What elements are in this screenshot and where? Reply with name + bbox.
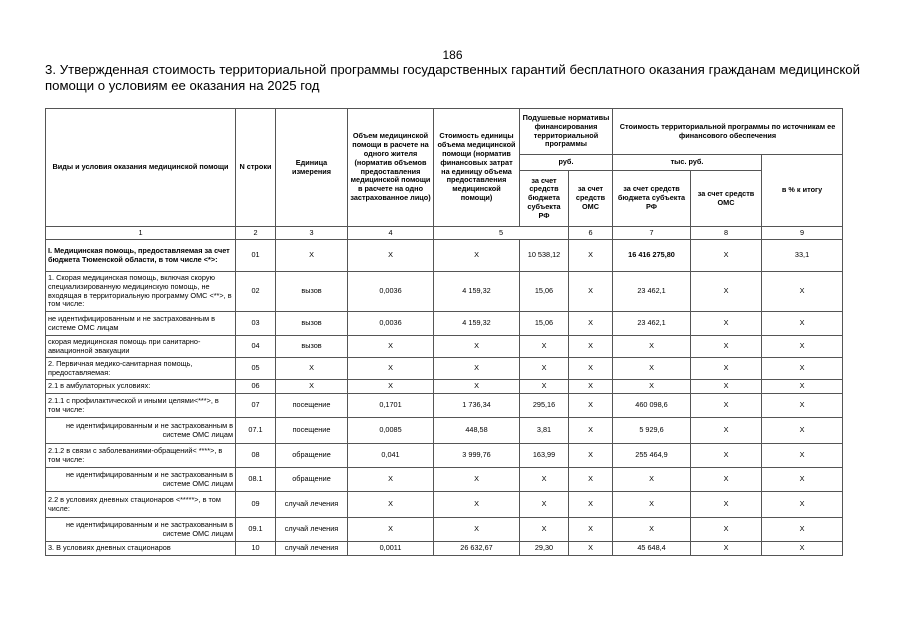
- row-unit-cost: 4 159,32: [434, 272, 520, 312]
- row-number: 10: [236, 542, 276, 556]
- row-unit-cost: X: [434, 336, 520, 358]
- row-cost-oms: X: [691, 444, 762, 468]
- row-oms: X: [569, 418, 613, 444]
- row-oms: X: [569, 518, 613, 542]
- row-percent: X: [762, 272, 843, 312]
- row-name: не идентифицированным и не застрахованным в системе ОМС лицам: [46, 418, 236, 444]
- row-unit-cost: 1 736,34: [434, 394, 520, 418]
- row-unit-cost: 448,58: [434, 418, 520, 444]
- table-row: [46, 272, 843, 312]
- col-number: 4: [348, 227, 434, 240]
- row-unit-cost: X: [434, 518, 520, 542]
- table-row: [46, 418, 843, 444]
- table-row: [46, 394, 843, 418]
- row-volume: X: [348, 380, 434, 394]
- header-unit-cost: Стоимость единицы объема медицинской помощи (норматив финансовых затрат на единицу объема предоставления медицинской помощи): [434, 109, 520, 227]
- row-budget: 15,06: [520, 272, 569, 312]
- col-number: 3: [276, 227, 348, 240]
- row-unit: посещение: [276, 394, 348, 418]
- table-row: [46, 312, 843, 336]
- row-number: 09: [236, 492, 276, 518]
- row-budget: X: [520, 518, 569, 542]
- row-cost-oms: X: [691, 336, 762, 358]
- col-number: 6: [569, 227, 613, 240]
- row-budget: X: [520, 380, 569, 394]
- row-cost-oms: X: [691, 240, 762, 272]
- row-unit-cost: X: [434, 492, 520, 518]
- table-row: [46, 542, 843, 556]
- row-cost-budget: 5 929,6: [613, 418, 691, 444]
- row-oms: X: [569, 492, 613, 518]
- row-volume: 0,1701: [348, 394, 434, 418]
- row-name: 2.1.1 с профилактической и иными целями<***>, в том числе:: [46, 394, 236, 418]
- row-oms: X: [569, 272, 613, 312]
- row-volume: 0,041: [348, 444, 434, 468]
- col-number: 5: [434, 227, 569, 240]
- row-budget: 163,99: [520, 444, 569, 468]
- row-name: 1. Скорая медицинская помощь, включая скорую специализированную медицинскую помощь, не входящая в территориальную программу ОМС <**>, в том числе:: [46, 272, 236, 312]
- row-number: 07: [236, 394, 276, 418]
- col-number: 8: [691, 227, 762, 240]
- row-name: не идентифицированным и не застрахованным в системе ОМС лицам: [46, 518, 236, 542]
- row-unit: вызов: [276, 312, 348, 336]
- row-number: 01: [236, 240, 276, 272]
- header-cost-total: Стоимость территориальной программы по источникам ее финансового обеспечения: [613, 109, 843, 155]
- row-budget: 29,30: [520, 542, 569, 556]
- header-oms2: за счет средств ОМС: [691, 171, 762, 227]
- row-percent: X: [762, 358, 843, 380]
- section-heading: 3. Утвержденная стоимость территориальной программы государственных гарантий бесплатного оказания гражданам медицинской помощи о условиям ее оказания на 2025 год: [45, 62, 860, 93]
- row-name: 2.2 в условиях дневных стационаров <*****>, в том числе:: [46, 492, 236, 518]
- row-volume: 0,0036: [348, 272, 434, 312]
- row-unit: посещение: [276, 418, 348, 444]
- row-cost-budget: 23 462,1: [613, 312, 691, 336]
- header-kind: Виды и условия оказания медицинской помощи: [46, 109, 236, 227]
- table-row: [46, 492, 843, 518]
- row-number: 04: [236, 336, 276, 358]
- cost-table: [45, 108, 843, 556]
- page-number: 186: [442, 48, 463, 62]
- row-percent: X: [762, 492, 843, 518]
- row-unit-cost: 3 999,76: [434, 444, 520, 468]
- column-numbers-row: [46, 227, 843, 240]
- row-unit-cost: X: [434, 380, 520, 394]
- col-number: 9: [762, 227, 843, 240]
- col-number: 1: [46, 227, 236, 240]
- row-oms: X: [569, 380, 613, 394]
- header-percent: в % к итогу: [762, 155, 843, 227]
- row-budget: X: [520, 468, 569, 492]
- row-cost-budget: 45 648,4: [613, 542, 691, 556]
- row-number: 09.1: [236, 518, 276, 542]
- row-volume: X: [348, 492, 434, 518]
- row-percent: X: [762, 518, 843, 542]
- col-number: 7: [613, 227, 691, 240]
- row-name: 2.1.2 в связи с заболеваниями-обращений< ****>, в том числе:: [46, 444, 236, 468]
- row-cost-budget: 23 462,1: [613, 272, 691, 312]
- row-budget: 3,81: [520, 418, 569, 444]
- row-unit: вызов: [276, 272, 348, 312]
- row-unit: обращение: [276, 468, 348, 492]
- row-unit: X: [276, 358, 348, 380]
- row-volume: X: [348, 336, 434, 358]
- row-number: 03: [236, 312, 276, 336]
- row-name: 2.1 в амбулаторных условиях:: [46, 380, 236, 394]
- table-row: [46, 336, 843, 358]
- row-cost-oms: X: [691, 518, 762, 542]
- row-budget: 15,06: [520, 312, 569, 336]
- row-oms: X: [569, 468, 613, 492]
- row-cost-budget: X: [613, 492, 691, 518]
- row-name: 3. В условиях дневных стационаров: [46, 542, 236, 556]
- row-unit-cost: 4 159,32: [434, 312, 520, 336]
- row-cost-budget: X: [613, 518, 691, 542]
- row-name: I. Медицинская помощь, предоставляемая за счет бюджета Тюменской области, в том числе <*>:: [46, 240, 236, 272]
- header-budget: за счет средств бюджета субъекта РФ: [520, 171, 569, 227]
- row-name: не идентифицированным и не застрахованным в системе ОМС лицам: [46, 312, 236, 336]
- row-volume: X: [348, 518, 434, 542]
- row-budget: 295,16: [520, 394, 569, 418]
- row-oms: X: [569, 444, 613, 468]
- row-cost-oms: X: [691, 380, 762, 394]
- row-volume: 0,0036: [348, 312, 434, 336]
- header-volume: Объем медицинской помощи в расчете на одного жителя (норматив объемов предоставления медицинской помощи в расчете на одно застрахованное лицо): [348, 109, 434, 227]
- row-cost-oms: X: [691, 394, 762, 418]
- row-unit: вызов: [276, 336, 348, 358]
- row-oms: X: [569, 240, 613, 272]
- row-percent: X: [762, 312, 843, 336]
- header-unit: Единица измерения: [276, 109, 348, 227]
- row-percent: X: [762, 468, 843, 492]
- row-number: 07.1: [236, 418, 276, 444]
- header-budget-rf: за счет средств бюджета субъекта РФ: [613, 171, 691, 227]
- table-row: [46, 380, 843, 394]
- row-percent: X: [762, 394, 843, 418]
- row-cost-oms: X: [691, 418, 762, 444]
- row-name: скорая медицинская помощь при санитарно-авиационной эвакуации: [46, 336, 236, 358]
- row-volume: 0,0011: [348, 542, 434, 556]
- row-name: не идентифицированным и не застрахованным в системе ОМС лицам: [46, 468, 236, 492]
- header-rub: руб.: [520, 155, 613, 171]
- row-oms: X: [569, 312, 613, 336]
- row-percent: X: [762, 444, 843, 468]
- row-budget: 10 538,12: [520, 240, 569, 272]
- row-number: 06: [236, 380, 276, 394]
- header-per-capita: Подушевые нормативы финансирования территориальной программы: [520, 109, 613, 155]
- row-cost-budget: X: [613, 336, 691, 358]
- table-row: [46, 518, 843, 542]
- row-budget: X: [520, 492, 569, 518]
- row-unit: случай лечения: [276, 492, 348, 518]
- row-unit: X: [276, 380, 348, 394]
- row-unit: случай лечения: [276, 518, 348, 542]
- row-unit-cost: X: [434, 358, 520, 380]
- table-row: [46, 358, 843, 380]
- row-name: 2. Первичная медико-санитарная помощь, предоставляемая:: [46, 358, 236, 380]
- row-oms: X: [569, 394, 613, 418]
- row-cost-oms: X: [691, 312, 762, 336]
- row-unit-cost: 26 632,67: [434, 542, 520, 556]
- row-cost-budget: 16 416 275,80: [613, 240, 691, 272]
- header-thousand-rub: тыс. руб.: [613, 155, 762, 171]
- row-number: 08: [236, 444, 276, 468]
- table-row: [46, 240, 843, 272]
- row-cost-oms: X: [691, 468, 762, 492]
- row-cost-budget: 460 098,6: [613, 394, 691, 418]
- row-budget: X: [520, 358, 569, 380]
- row-unit-cost: X: [434, 468, 520, 492]
- header-oms: за счет средств ОМС: [569, 171, 613, 227]
- row-oms: X: [569, 542, 613, 556]
- row-number: 05: [236, 358, 276, 380]
- row-percent: X: [762, 418, 843, 444]
- row-volume: X: [348, 240, 434, 272]
- header-row-no: N строки: [236, 109, 276, 227]
- row-budget: X: [520, 336, 569, 358]
- row-unit: обращение: [276, 444, 348, 468]
- row-oms: X: [569, 336, 613, 358]
- row-unit-cost: X: [434, 240, 520, 272]
- row-oms: X: [569, 358, 613, 380]
- row-percent: X: [762, 380, 843, 394]
- table-row: [46, 468, 843, 492]
- row-unit: X: [276, 240, 348, 272]
- row-volume: X: [348, 358, 434, 380]
- row-unit: случай лечения: [276, 542, 348, 556]
- row-percent: X: [762, 336, 843, 358]
- row-cost-budget: X: [613, 468, 691, 492]
- row-cost-oms: X: [691, 492, 762, 518]
- row-percent: 33,1: [762, 240, 843, 272]
- row-number: 02: [236, 272, 276, 312]
- row-cost-oms: X: [691, 358, 762, 380]
- row-number: 08.1: [236, 468, 276, 492]
- col-number: 2: [236, 227, 276, 240]
- row-cost-oms: X: [691, 272, 762, 312]
- row-volume: 0,0085: [348, 418, 434, 444]
- row-percent: X: [762, 542, 843, 556]
- row-cost-budget: X: [613, 358, 691, 380]
- row-cost-budget: X: [613, 380, 691, 394]
- table-row: [46, 444, 843, 468]
- row-cost-oms: X: [691, 542, 762, 556]
- row-cost-budget: 255 464,9: [613, 444, 691, 468]
- row-volume: X: [348, 468, 434, 492]
